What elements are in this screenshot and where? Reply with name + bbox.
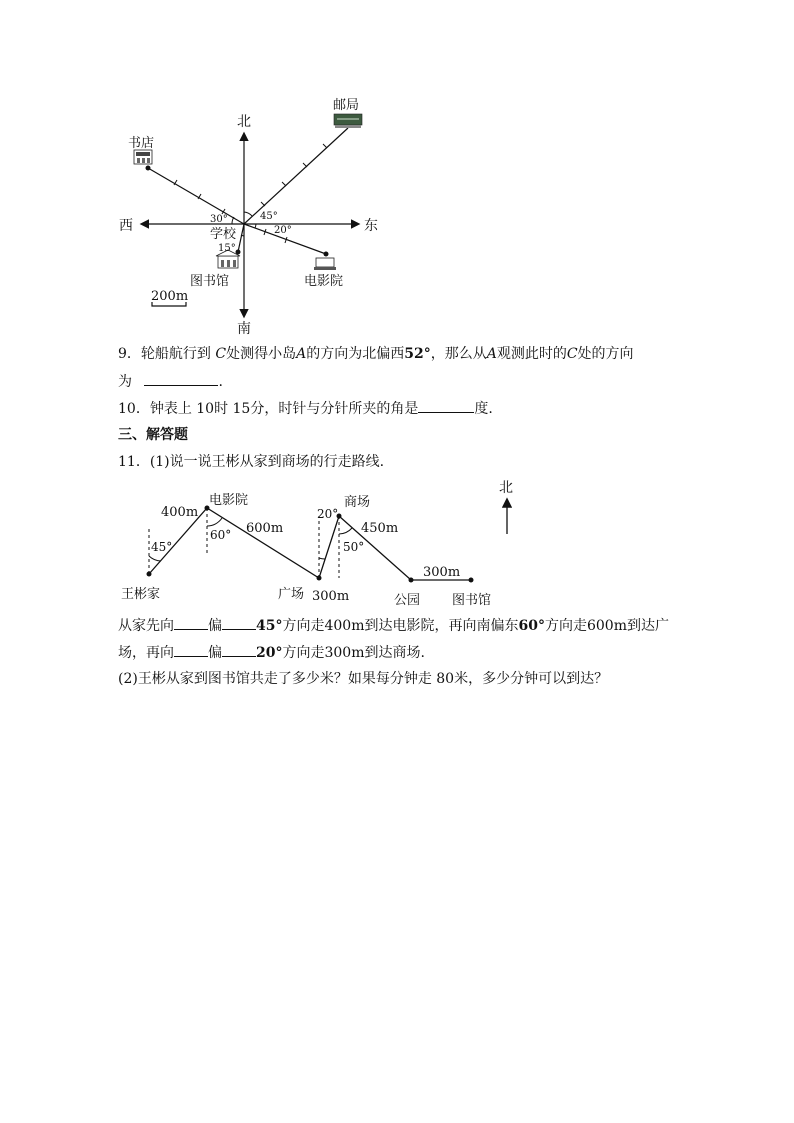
library-ray — [238, 224, 244, 252]
distance-mall-park: 450m — [361, 521, 399, 536]
angle-home-label: 45° — [151, 540, 173, 554]
east-label: 东 — [364, 218, 378, 234]
distance-square-mall: 300m — [312, 589, 350, 604]
north-label: 北 — [237, 114, 251, 130]
angle-cinema-label: 20° — [274, 225, 292, 236]
question-11-line-2: 场，再向 偏 20°方向走300m到达商场. — [118, 642, 425, 663]
school-label: 学校 — [210, 227, 237, 242]
angle-post-label: 45° — [260, 211, 278, 222]
angle-mall-label: 50° — [343, 540, 365, 554]
answer-blank-q9[interactable] — [144, 371, 218, 386]
section-title: 三、解答题 — [118, 427, 188, 443]
west-label: 西 — [119, 218, 133, 234]
question-11-intro: 11．(1)说一说王彬从家到商场的行走路线. — [118, 454, 385, 470]
question-10: 10．钟表上 10时 15分，时针与分针所夹的角是 度. — [118, 398, 493, 419]
answer-blank-q10[interactable] — [418, 398, 474, 413]
distance-cinema-square: 600m — [246, 521, 284, 536]
mall-label: 商场 — [344, 495, 371, 510]
question-9-line-1: 9．轮船航行到 C处测得小岛A的方向为北偏西52°，那么从A观测此时的C处的方向 — [118, 346, 634, 362]
park-label: 公园 — [394, 593, 421, 608]
south-label: 南 — [237, 321, 251, 337]
cinema-label-2: 电影院 — [209, 493, 249, 508]
bookstore-label: 书店 — [128, 136, 155, 151]
angle-square-label: 20° — [317, 507, 339, 521]
post-office-label: 邮局 — [333, 98, 360, 113]
scale-label: 200m — [151, 289, 189, 304]
post-office-ray — [244, 128, 348, 224]
angle-cinema-label-2: 60° — [210, 528, 232, 542]
bookstore-ray — [148, 168, 244, 224]
post-office-icon — [334, 114, 362, 128]
answer-blank-direction-2[interactable] — [222, 615, 256, 630]
cinema-label: 电影院 — [304, 274, 344, 289]
question-9-line-2: 为 . — [118, 371, 223, 392]
square-label: 广场 — [278, 587, 305, 602]
question-11-part-2: (2)王彬从家到图书馆共走了多少米？如果每分钟走 80米，多少分钟可以到达？ — [118, 671, 609, 687]
question-11-line-1: 从家先向 偏 45°方向走400m到达电影院，再向南偏东60°方向走600m到达广 — [118, 615, 669, 636]
answer-blank-direction-4[interactable] — [222, 642, 256, 657]
angle-library-label: 15° — [218, 243, 236, 254]
answer-blank-direction-3[interactable] — [174, 642, 208, 657]
distance-park-library: 300m — [423, 565, 461, 580]
home-label: 王彬家 — [121, 587, 161, 602]
answer-blank-direction-1[interactable] — [174, 615, 208, 630]
north-label-2: 北 — [499, 480, 513, 496]
cinema-icon — [314, 258, 336, 270]
route-diagram — [0, 476, 794, 616]
library-label-2: 图书馆 — [452, 593, 492, 608]
bookstore-icon — [134, 150, 152, 164]
library-label: 图书馆 — [190, 274, 230, 289]
angle-bookstore-label: 30° — [210, 214, 228, 225]
compass-map-figure — [0, 0, 794, 340]
distance-home-cinema: 400m — [161, 505, 199, 520]
